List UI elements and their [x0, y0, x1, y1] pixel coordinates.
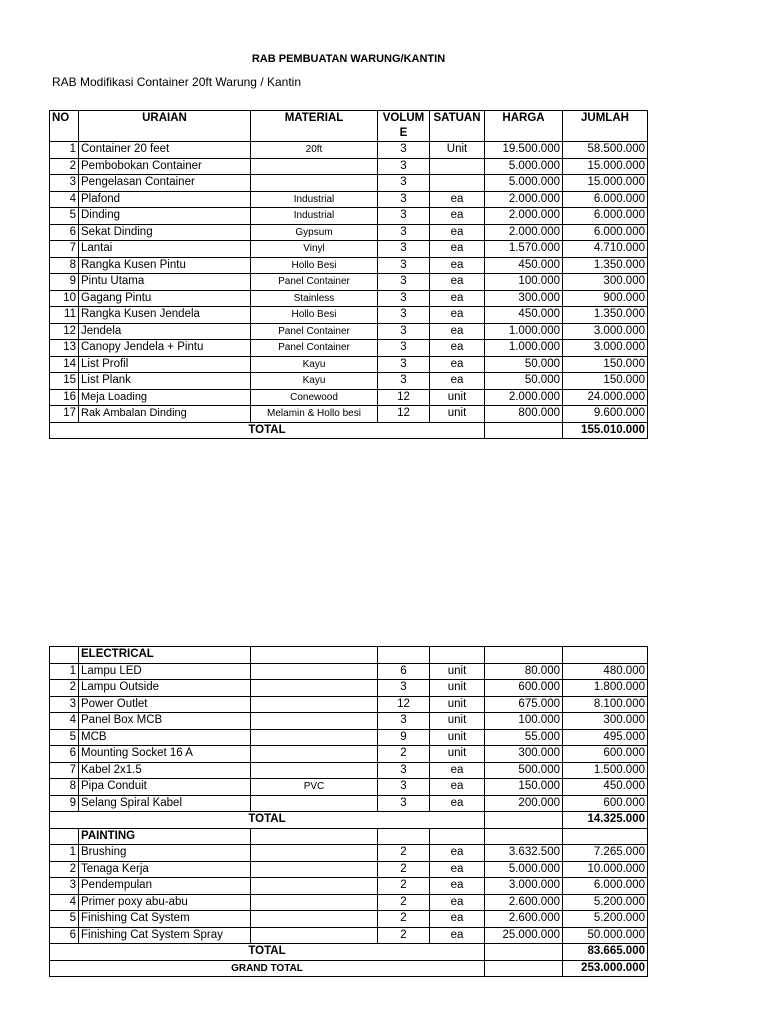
row-jumlah: 900.000 [563, 290, 648, 307]
row-harga: 2.000.000 [485, 224, 563, 241]
row-number: 11 [50, 307, 79, 324]
row-satuan: ea [430, 779, 485, 796]
row-uraian: Kabel 2x1.5 [79, 762, 251, 779]
row-jumlah: 7.265.000 [563, 845, 648, 862]
row-uraian: Rangka Kusen Pintu [79, 257, 251, 274]
row-uraian: Canopy Jendela + Pintu [79, 340, 251, 357]
table-row [50, 795, 648, 812]
table-row [50, 911, 648, 928]
row-volume: 2 [378, 894, 430, 911]
table-row [50, 323, 648, 340]
row-material: Panel Container [251, 274, 378, 291]
row-jumlah: 6.000.000 [563, 208, 648, 225]
table-row [50, 257, 648, 274]
row-number: 15 [50, 373, 79, 390]
row-uraian: Finishing Cat System [79, 911, 251, 928]
row-jumlah: 6.000.000 [563, 224, 648, 241]
row-jumlah: 58.500.000 [563, 142, 648, 159]
row-material: Hollo Besi [251, 257, 378, 274]
row-harga: 600.000 [485, 680, 563, 697]
table-row [50, 307, 648, 324]
row-number: 6 [50, 746, 79, 763]
row-volume: 2 [378, 746, 430, 763]
row-jumlah: 600.000 [563, 795, 648, 812]
row-harga: 1.570.000 [485, 241, 563, 258]
document-title: RAB PEMBUATAN WARUNG/KANTIN [251, 53, 446, 65]
row-number: 9 [50, 795, 79, 812]
table-row [50, 746, 648, 763]
row-harga: 1.000.000 [485, 323, 563, 340]
row-volume: 3 [378, 241, 430, 258]
electrical-total-label: TOTAL [50, 812, 485, 829]
electrical-heading-row [50, 647, 648, 664]
row-harga: 5.000.000 [485, 158, 563, 175]
electrical-painting-table [49, 646, 648, 977]
table-row [50, 290, 648, 307]
row-volume: 3 [378, 257, 430, 274]
row-satuan: ea [430, 894, 485, 911]
row-harga: 50.000 [485, 373, 563, 390]
row-number: 5 [50, 208, 79, 225]
row-uraian: Pintu Utama [79, 274, 251, 291]
table-row [50, 373, 648, 390]
row-uraian: Lampu LED [79, 663, 251, 680]
row-volume: 12 [378, 389, 430, 406]
row-harga: 450.000 [485, 257, 563, 274]
row-uraian: Tenaga Kerja [79, 861, 251, 878]
row-material [251, 175, 378, 192]
row-uraian: Rangka Kusen Jendela [79, 307, 251, 324]
row-harga: 25.000.000 [485, 927, 563, 944]
row-uraian: Rak Ambalan Dinding [79, 406, 251, 423]
row-material [251, 663, 378, 680]
row-number: 8 [50, 257, 79, 274]
table-row [50, 175, 648, 192]
row-number: 4 [50, 191, 79, 208]
row-volume: 12 [378, 696, 430, 713]
row-satuan: ea [430, 290, 485, 307]
row-harga: 3.000.000 [485, 878, 563, 895]
row-satuan: ea [430, 208, 485, 225]
row-harga: 300.000 [485, 746, 563, 763]
row-number: 7 [50, 762, 79, 779]
main-cost-table [49, 110, 648, 439]
row-jumlah: 50.000.000 [563, 927, 648, 944]
row-volume: 3 [378, 680, 430, 697]
row-number: 2 [50, 861, 79, 878]
electrical-items-body [50, 663, 648, 812]
row-material [251, 878, 378, 895]
row-uraian: Container 20 feet [79, 142, 251, 159]
row-satuan: ea [430, 307, 485, 324]
row-harga: 80.000 [485, 663, 563, 680]
row-volume: 9 [378, 729, 430, 746]
row-volume: 6 [378, 663, 430, 680]
row-satuan: ea [430, 323, 485, 340]
electrical-heading: ELECTRICAL [79, 647, 251, 664]
grand-total-row [50, 960, 648, 977]
row-number: 1 [50, 845, 79, 862]
row-uraian: Lampu Outside [79, 680, 251, 697]
row-uraian: Plafond [79, 191, 251, 208]
row-number: 3 [50, 175, 79, 192]
row-uraian: Pengelasan Container [79, 175, 251, 192]
table-row [50, 729, 648, 746]
row-uraian: Lantai [79, 241, 251, 258]
row-satuan: unit [430, 746, 485, 763]
table-row [50, 356, 648, 373]
row-uraian: Jendela [79, 323, 251, 340]
row-material: Kayu [251, 373, 378, 390]
row-number: 10 [50, 290, 79, 307]
row-uraian: MCB [79, 729, 251, 746]
table-row [50, 713, 648, 730]
row-satuan: ea [430, 795, 485, 812]
row-volume: 3 [378, 142, 430, 159]
painting-heading-row [50, 828, 648, 845]
row-satuan: ea [430, 762, 485, 779]
row-volume: 3 [378, 307, 430, 324]
row-material: Panel Container [251, 323, 378, 340]
row-harga: 2.600.000 [485, 911, 563, 928]
row-material: 20ft [251, 142, 378, 159]
row-uraian: Panel Box MCB [79, 713, 251, 730]
header-no: NO [50, 111, 79, 142]
table-header-row [50, 111, 648, 142]
row-material [251, 158, 378, 175]
table-row [50, 861, 648, 878]
row-volume: 3 [378, 356, 430, 373]
row-jumlah: 6.000.000 [563, 191, 648, 208]
row-jumlah: 480.000 [563, 663, 648, 680]
row-harga: 50.000 [485, 356, 563, 373]
row-jumlah: 15.000.000 [563, 175, 648, 192]
row-uraian: Power Outlet [79, 696, 251, 713]
row-material: Industrial [251, 191, 378, 208]
row-jumlah: 15.000.000 [563, 158, 648, 175]
row-harga: 450.000 [485, 307, 563, 324]
row-volume: 2 [378, 878, 430, 895]
row-number: 3 [50, 696, 79, 713]
row-jumlah: 24.000.000 [563, 389, 648, 406]
main-total-label: TOTAL [50, 422, 485, 439]
row-satuan: ea [430, 927, 485, 944]
row-satuan: unit [430, 389, 485, 406]
table-row [50, 142, 648, 159]
main-total-row [50, 422, 648, 439]
row-satuan: ea [430, 224, 485, 241]
row-satuan: ea [430, 340, 485, 357]
row-harga: 2.600.000 [485, 894, 563, 911]
row-jumlah: 150.000 [563, 356, 648, 373]
table-row [50, 241, 648, 258]
row-jumlah: 1.350.000 [563, 257, 648, 274]
header-jumlah: JUMLAH [563, 111, 648, 142]
row-number: 1 [50, 663, 79, 680]
row-satuan: ea [430, 878, 485, 895]
row-uraian: List Profil [79, 356, 251, 373]
row-number: 8 [50, 779, 79, 796]
row-uraian: List Plank [79, 373, 251, 390]
row-uraian: Sekat Dinding [79, 224, 251, 241]
row-material [251, 746, 378, 763]
row-jumlah: 1.500.000 [563, 762, 648, 779]
row-material: Panel Container [251, 340, 378, 357]
row-satuan: ea [430, 274, 485, 291]
row-jumlah: 1.350.000 [563, 307, 648, 324]
row-harga: 150.000 [485, 779, 563, 796]
row-jumlah: 450.000 [563, 779, 648, 796]
row-volume: 3 [378, 762, 430, 779]
row-volume: 3 [378, 713, 430, 730]
row-volume: 3 [378, 191, 430, 208]
row-volume: 12 [378, 406, 430, 423]
row-satuan [430, 158, 485, 175]
row-uraian: Selang Spiral Kabel [79, 795, 251, 812]
row-satuan: unit [430, 713, 485, 730]
row-harga: 5.000.000 [485, 861, 563, 878]
table-row [50, 274, 648, 291]
row-number: 16 [50, 389, 79, 406]
painting-total-value: 83.665.000 [563, 944, 648, 961]
row-satuan: unit [430, 406, 485, 423]
row-satuan [430, 175, 485, 192]
row-number: 1 [50, 142, 79, 159]
row-jumlah: 5.200.000 [563, 894, 648, 911]
row-material [251, 762, 378, 779]
row-uraian: Pipa Conduit [79, 779, 251, 796]
row-volume: 3 [378, 158, 430, 175]
row-material [251, 696, 378, 713]
row-material [251, 713, 378, 730]
row-uraian: Mounting Socket 16 A [79, 746, 251, 763]
painting-total-row [50, 944, 648, 961]
row-jumlah: 300.000 [563, 713, 648, 730]
painting-items-body [50, 845, 648, 944]
row-jumlah: 9.600.000 [563, 406, 648, 423]
row-satuan: ea [430, 845, 485, 862]
row-satuan: ea [430, 356, 485, 373]
row-jumlah: 1.800.000 [563, 680, 648, 697]
header-satuan: SATUAN [430, 111, 485, 142]
row-volume: 3 [378, 779, 430, 796]
table-row [50, 845, 648, 862]
row-number: 17 [50, 406, 79, 423]
row-jumlah: 3.000.000 [563, 340, 648, 357]
row-uraian: Primer poxy abu-abu [79, 894, 251, 911]
row-jumlah: 8.100.000 [563, 696, 648, 713]
row-harga: 100.000 [485, 713, 563, 730]
table-row [50, 389, 648, 406]
table-row [50, 340, 648, 357]
row-jumlah: 10.000.000 [563, 861, 648, 878]
row-satuan: ea [430, 257, 485, 274]
main-total-value: 155.010.000 [563, 422, 648, 439]
table-row [50, 191, 648, 208]
header-uraian: URAIAN [79, 111, 251, 142]
table-row [50, 208, 648, 225]
row-uraian: Brushing [79, 845, 251, 862]
row-material: Kayu [251, 356, 378, 373]
painting-total-label: TOTAL [50, 944, 485, 961]
row-number: 5 [50, 729, 79, 746]
row-number: 2 [50, 158, 79, 175]
row-satuan: unit [430, 696, 485, 713]
row-uraian: Gagang Pintu [79, 290, 251, 307]
row-harga: 2.000.000 [485, 191, 563, 208]
row-volume: 3 [378, 795, 430, 812]
row-material: Industrial [251, 208, 378, 225]
row-volume: 2 [378, 911, 430, 928]
painting-heading: PAINTING [79, 828, 251, 845]
row-material: PVC [251, 779, 378, 796]
row-harga: 300.000 [485, 290, 563, 307]
row-jumlah: 300.000 [563, 274, 648, 291]
main-items-body [50, 142, 648, 423]
row-harga: 100.000 [485, 274, 563, 291]
row-uraian: Pembobokan Container [79, 158, 251, 175]
table-row [50, 680, 648, 697]
row-jumlah: 5.200.000 [563, 911, 648, 928]
electrical-total-value: 14.325.000 [563, 812, 648, 829]
document-subtitle: RAB Modifikasi Container 20ft Warung / Kantin [52, 75, 302, 89]
row-harga: 675.000 [485, 696, 563, 713]
row-volume: 3 [378, 290, 430, 307]
table-row [50, 762, 648, 779]
row-satuan: ea [430, 191, 485, 208]
grand-total-value: 253.000.000 [563, 960, 648, 977]
row-uraian: Dinding [79, 208, 251, 225]
row-number: 6 [50, 927, 79, 944]
row-material [251, 845, 378, 862]
row-volume: 3 [378, 224, 430, 241]
row-harga: 19.500.000 [485, 142, 563, 159]
row-number: 6 [50, 224, 79, 241]
header-volume: VOLUM E [378, 111, 430, 142]
table-row [50, 696, 648, 713]
table-row [50, 158, 648, 175]
electrical-total-row [50, 812, 648, 829]
row-harga: 5.000.000 [485, 175, 563, 192]
row-number: 9 [50, 274, 79, 291]
row-material: Gypsum [251, 224, 378, 241]
row-harga: 3.632.500 [485, 845, 563, 862]
row-material: Vinyl [251, 241, 378, 258]
row-material: Stainless [251, 290, 378, 307]
row-harga: 800.000 [485, 406, 563, 423]
row-uraian: Pendempulan [79, 878, 251, 895]
row-jumlah: 3.000.000 [563, 323, 648, 340]
row-satuan: ea [430, 241, 485, 258]
row-satuan: ea [430, 911, 485, 928]
row-jumlah: 150.000 [563, 373, 648, 390]
row-material [251, 861, 378, 878]
row-satuan: ea [430, 861, 485, 878]
row-harga: 55.000 [485, 729, 563, 746]
row-volume: 3 [378, 274, 430, 291]
row-number: 2 [50, 680, 79, 697]
row-jumlah: 6.000.000 [563, 878, 648, 895]
row-number: 14 [50, 356, 79, 373]
row-jumlah: 600.000 [563, 746, 648, 763]
row-volume: 2 [378, 927, 430, 944]
row-harga: 2.000.000 [485, 389, 563, 406]
table-row [50, 406, 648, 423]
row-material [251, 927, 378, 944]
row-number: 5 [50, 911, 79, 928]
row-material: Conewood [251, 389, 378, 406]
row-satuan: unit [430, 663, 485, 680]
table-row [50, 894, 648, 911]
row-uraian: Finishing Cat System Spray [79, 927, 251, 944]
row-satuan: ea [430, 373, 485, 390]
row-material: Hollo Besi [251, 307, 378, 324]
table-row [50, 779, 648, 796]
row-volume: 3 [378, 373, 430, 390]
row-material [251, 680, 378, 697]
row-number: 3 [50, 878, 79, 895]
table-row [50, 663, 648, 680]
row-number: 4 [50, 894, 79, 911]
row-uraian: Meja Loading [79, 389, 251, 406]
table-row [50, 927, 648, 944]
row-volume: 2 [378, 861, 430, 878]
row-jumlah: 4.710.000 [563, 241, 648, 258]
table-row [50, 224, 648, 241]
row-number: 7 [50, 241, 79, 258]
row-volume: 3 [378, 340, 430, 357]
row-satuan: unit [430, 680, 485, 697]
row-volume: 3 [378, 208, 430, 225]
row-harga: 1.000.000 [485, 340, 563, 357]
row-number: 12 [50, 323, 79, 340]
row-volume: 3 [378, 323, 430, 340]
row-material [251, 795, 378, 812]
header-material: MATERIAL [251, 111, 378, 142]
row-harga: 500.000 [485, 762, 563, 779]
row-number: 13 [50, 340, 79, 357]
row-satuan: Unit [430, 142, 485, 159]
table-row [50, 878, 648, 895]
row-material: Melamin & Hollo besi [251, 406, 378, 423]
row-harga: 200.000 [485, 795, 563, 812]
row-harga: 2.000.000 [485, 208, 563, 225]
row-material [251, 911, 378, 928]
row-material [251, 729, 378, 746]
header-harga: HARGA [485, 111, 563, 142]
row-jumlah: 495.000 [563, 729, 648, 746]
grand-total-label: GRAND TOTAL [50, 960, 485, 977]
row-volume: 3 [378, 175, 430, 192]
row-material [251, 894, 378, 911]
row-volume: 2 [378, 845, 430, 862]
row-number: 4 [50, 713, 79, 730]
row-satuan: unit [430, 729, 485, 746]
